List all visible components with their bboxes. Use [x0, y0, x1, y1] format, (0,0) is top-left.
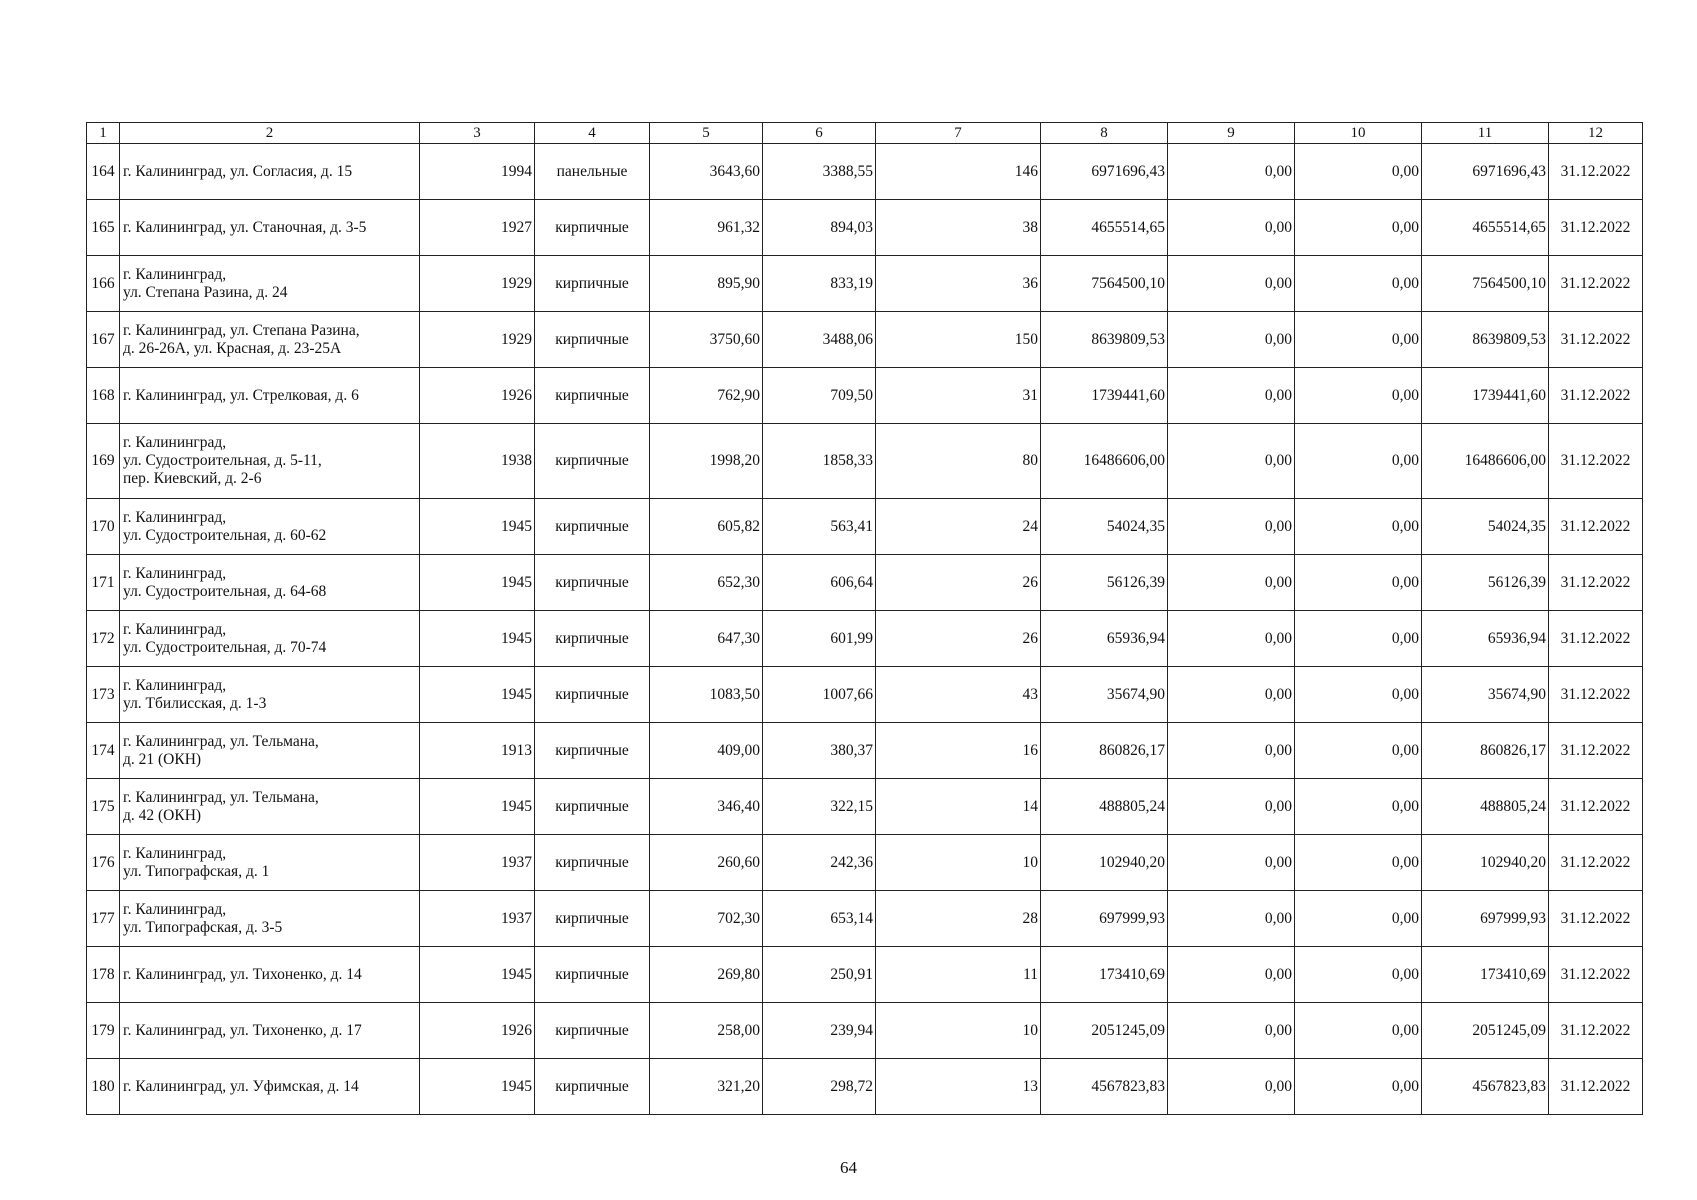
col9-cell: 0,00	[1168, 1003, 1295, 1059]
col11-cell: 697999,93	[1422, 891, 1549, 947]
address-cell: г. Калининград, ул. Степана Разина, д. 24	[120, 256, 420, 312]
col5-cell: 3643,60	[650, 144, 763, 200]
address-cell: г. Калининград, ул. Степана Разина, д. 26-26А, ул. Красная, д. 23-25А	[120, 312, 420, 368]
col7-cell: 11	[876, 947, 1041, 1003]
table-row	[87, 835, 1643, 891]
col11-cell: 4655514,65	[1422, 200, 1549, 256]
address-cell: г. Калининград, ул. Стрелковая, д. 6	[120, 368, 420, 424]
col10-cell: 0,00	[1295, 891, 1422, 947]
col10-cell: 0,00	[1295, 611, 1422, 667]
col7-cell: 43	[876, 667, 1041, 723]
col5-cell: 762,90	[650, 368, 763, 424]
material-cell: кирпичные	[535, 611, 650, 667]
row-number: 171	[87, 555, 120, 611]
col10-cell: 0,00	[1295, 835, 1422, 891]
col9-cell: 0,00	[1168, 779, 1295, 835]
date-cell: 31.12.2022	[1549, 667, 1643, 723]
col8-cell: 102940,20	[1041, 835, 1168, 891]
header-cell-4: 4	[535, 123, 650, 144]
col6-cell: 1858,33	[763, 424, 876, 499]
col10-cell: 0,00	[1295, 779, 1422, 835]
year-cell: 1945	[420, 555, 535, 611]
col8-cell: 697999,93	[1041, 891, 1168, 947]
row-number: 164	[87, 144, 120, 200]
col6-cell: 1007,66	[763, 667, 876, 723]
address-cell: г. Калининград, ул. Станочная, д. 3-5	[120, 200, 420, 256]
year-cell: 1929	[420, 312, 535, 368]
year-cell: 1945	[420, 1059, 535, 1115]
col5-cell: 961,32	[650, 200, 763, 256]
row-number: 167	[87, 312, 120, 368]
year-cell: 1938	[420, 424, 535, 499]
col5-cell: 321,20	[650, 1059, 763, 1115]
row-number: 172	[87, 611, 120, 667]
col5-cell: 1083,50	[650, 667, 763, 723]
row-number: 168	[87, 368, 120, 424]
col6-cell: 606,64	[763, 555, 876, 611]
date-cell: 31.12.2022	[1549, 1003, 1643, 1059]
date-cell: 31.12.2022	[1549, 144, 1643, 200]
col11-cell: 8639809,53	[1422, 312, 1549, 368]
col8-cell: 54024,35	[1041, 499, 1168, 555]
col9-cell: 0,00	[1168, 891, 1295, 947]
col6-cell: 298,72	[763, 1059, 876, 1115]
row-number: 166	[87, 256, 120, 312]
col10-cell: 0,00	[1295, 144, 1422, 200]
col8-cell: 488805,24	[1041, 779, 1168, 835]
header-cell-6: 6	[763, 123, 876, 144]
col7-cell: 36	[876, 256, 1041, 312]
year-cell: 1937	[420, 835, 535, 891]
row-number: 174	[87, 723, 120, 779]
col5-cell: 3750,60	[650, 312, 763, 368]
col5-cell: 605,82	[650, 499, 763, 555]
col9-cell: 0,00	[1168, 555, 1295, 611]
material-cell: кирпичные	[535, 368, 650, 424]
col5-cell: 702,30	[650, 891, 763, 947]
date-cell: 31.12.2022	[1549, 312, 1643, 368]
table-row	[87, 555, 1643, 611]
col9-cell: 0,00	[1168, 723, 1295, 779]
col8-cell: 8639809,53	[1041, 312, 1168, 368]
col6-cell: 709,50	[763, 368, 876, 424]
col6-cell: 3388,55	[763, 144, 876, 200]
col6-cell: 250,91	[763, 947, 876, 1003]
date-cell: 31.12.2022	[1549, 200, 1643, 256]
col7-cell: 38	[876, 200, 1041, 256]
col5-cell: 1998,20	[650, 424, 763, 499]
table-row	[87, 144, 1643, 200]
header-row	[87, 123, 1643, 144]
col10-cell: 0,00	[1295, 1059, 1422, 1115]
column-number-header	[87, 123, 1643, 144]
header-cell-2: 2	[120, 123, 420, 144]
material-cell: кирпичные	[535, 256, 650, 312]
row-number: 170	[87, 499, 120, 555]
date-cell: 31.12.2022	[1549, 947, 1643, 1003]
col7-cell: 10	[876, 1003, 1041, 1059]
col6-cell: 322,15	[763, 779, 876, 835]
material-cell: кирпичные	[535, 424, 650, 499]
table-row	[87, 424, 1643, 499]
col6-cell: 833,19	[763, 256, 876, 312]
address-cell: г. Калининград, ул. Тихоненко, д. 17	[120, 1003, 420, 1059]
col9-cell: 0,00	[1168, 1059, 1295, 1115]
address-cell: г. Калининград, ул. Тельмана, д. 21 (ОКН)	[120, 723, 420, 779]
date-cell: 31.12.2022	[1549, 1059, 1643, 1115]
col7-cell: 16	[876, 723, 1041, 779]
col7-cell: 150	[876, 312, 1041, 368]
row-number: 177	[87, 891, 120, 947]
address-cell: г. Калининград, ул. Судостроительная, д. 64-68	[120, 555, 420, 611]
year-cell: 1945	[420, 611, 535, 667]
col6-cell: 653,14	[763, 891, 876, 947]
col11-cell: 4567823,83	[1422, 1059, 1549, 1115]
col5-cell: 895,90	[650, 256, 763, 312]
col11-cell: 16486606,00	[1422, 424, 1549, 499]
header-cell-9: 9	[1168, 123, 1295, 144]
header-cell-1: 1	[87, 123, 120, 144]
col10-cell: 0,00	[1295, 947, 1422, 1003]
col7-cell: 14	[876, 779, 1041, 835]
table-row	[87, 667, 1643, 723]
address-cell: г. Калининград, ул. Тельмана, д. 42 (ОКН)	[120, 779, 420, 835]
col10-cell: 0,00	[1295, 555, 1422, 611]
table-row	[87, 499, 1643, 555]
col5-cell: 269,80	[650, 947, 763, 1003]
material-cell: кирпичные	[535, 555, 650, 611]
table-row	[87, 200, 1643, 256]
address-cell: г. Калининград, ул. Типографская, д. 3-5	[120, 891, 420, 947]
year-cell: 1927	[420, 200, 535, 256]
year-cell: 1913	[420, 723, 535, 779]
table-row	[87, 723, 1643, 779]
col11-cell: 173410,69	[1422, 947, 1549, 1003]
table-row	[87, 1059, 1643, 1115]
col10-cell: 0,00	[1295, 424, 1422, 499]
col10-cell: 0,00	[1295, 499, 1422, 555]
page-number: 64	[840, 1158, 857, 1177]
material-cell: кирпичные	[535, 779, 650, 835]
col10-cell: 0,00	[1295, 1003, 1422, 1059]
col9-cell: 0,00	[1168, 424, 1295, 499]
row-number: 175	[87, 779, 120, 835]
table-row	[87, 947, 1643, 1003]
col9-cell: 0,00	[1168, 256, 1295, 312]
col10-cell: 0,00	[1295, 667, 1422, 723]
col5-cell: 260,60	[650, 835, 763, 891]
year-cell: 1994	[420, 144, 535, 200]
col8-cell: 173410,69	[1041, 947, 1168, 1003]
col11-cell: 35674,90	[1422, 667, 1549, 723]
year-cell: 1945	[420, 947, 535, 1003]
col8-cell: 4655514,65	[1041, 200, 1168, 256]
col7-cell: 26	[876, 555, 1041, 611]
material-cell: кирпичные	[535, 723, 650, 779]
col8-cell: 4567823,83	[1041, 1059, 1168, 1115]
col10-cell: 0,00	[1295, 368, 1422, 424]
col8-cell: 56126,39	[1041, 555, 1168, 611]
date-cell: 31.12.2022	[1549, 368, 1643, 424]
address-cell: г. Калининград, ул. Типографская, д. 1	[120, 835, 420, 891]
col7-cell: 31	[876, 368, 1041, 424]
col11-cell: 2051245,09	[1422, 1003, 1549, 1059]
date-cell: 31.12.2022	[1549, 779, 1643, 835]
housing-table	[86, 122, 1643, 1115]
year-cell: 1945	[420, 779, 535, 835]
date-cell: 31.12.2022	[1549, 424, 1643, 499]
row-number: 176	[87, 835, 120, 891]
material-cell: кирпичные	[535, 1003, 650, 1059]
col11-cell: 860826,17	[1422, 723, 1549, 779]
address-cell: г. Калининград, ул. Судостроительная, д. 5-11, пер. Киевский, д. 2-6	[120, 424, 420, 499]
table-row	[87, 256, 1643, 312]
material-cell: кирпичные	[535, 667, 650, 723]
col8-cell: 6971696,43	[1041, 144, 1168, 200]
col8-cell: 860826,17	[1041, 723, 1168, 779]
col8-cell: 65936,94	[1041, 611, 1168, 667]
date-cell: 31.12.2022	[1549, 723, 1643, 779]
col8-cell: 35674,90	[1041, 667, 1168, 723]
header-cell-10: 10	[1295, 123, 1422, 144]
header-cell-7: 7	[876, 123, 1041, 144]
col6-cell: 380,37	[763, 723, 876, 779]
col7-cell: 26	[876, 611, 1041, 667]
col11-cell: 54024,35	[1422, 499, 1549, 555]
header-cell-3: 3	[420, 123, 535, 144]
col8-cell: 7564500,10	[1041, 256, 1168, 312]
col8-cell: 1739441,60	[1041, 368, 1168, 424]
col11-cell: 488805,24	[1422, 779, 1549, 835]
table-row	[87, 1003, 1643, 1059]
row-number: 180	[87, 1059, 120, 1115]
table-row	[87, 368, 1643, 424]
date-cell: 31.12.2022	[1549, 499, 1643, 555]
col9-cell: 0,00	[1168, 947, 1295, 1003]
col7-cell: 146	[876, 144, 1041, 200]
col10-cell: 0,00	[1295, 200, 1422, 256]
col10-cell: 0,00	[1295, 256, 1422, 312]
address-cell: г. Калининград, ул. Тихоненко, д. 14	[120, 947, 420, 1003]
col6-cell: 239,94	[763, 1003, 876, 1059]
col11-cell: 65936,94	[1422, 611, 1549, 667]
col8-cell: 2051245,09	[1041, 1003, 1168, 1059]
col7-cell: 80	[876, 424, 1041, 499]
document-sheet	[86, 122, 1642, 1115]
col11-cell: 102940,20	[1422, 835, 1549, 891]
col5-cell: 346,40	[650, 779, 763, 835]
col9-cell: 0,00	[1168, 368, 1295, 424]
col9-cell: 0,00	[1168, 312, 1295, 368]
col6-cell: 601,99	[763, 611, 876, 667]
material-cell: панельные	[535, 144, 650, 200]
col11-cell: 1739441,60	[1422, 368, 1549, 424]
col6-cell: 242,36	[763, 835, 876, 891]
col9-cell: 0,00	[1168, 611, 1295, 667]
header-cell-5: 5	[650, 123, 763, 144]
date-cell: 31.12.2022	[1549, 891, 1643, 947]
col10-cell: 0,00	[1295, 723, 1422, 779]
row-number: 173	[87, 667, 120, 723]
table-row	[87, 312, 1643, 368]
material-cell: кирпичные	[535, 1059, 650, 1115]
table-row	[87, 779, 1643, 835]
header-cell-12: 12	[1549, 123, 1643, 144]
table-row	[87, 891, 1643, 947]
table-body	[87, 144, 1643, 1115]
col10-cell: 0,00	[1295, 312, 1422, 368]
address-cell: г. Калининград, ул. Уфимская, д. 14	[120, 1059, 420, 1115]
col7-cell: 13	[876, 1059, 1041, 1115]
year-cell: 1945	[420, 667, 535, 723]
address-cell: г. Калининград, ул. Судостроительная, д. 70-74	[120, 611, 420, 667]
address-cell: г. Калининград, ул. Согласия, д. 15	[120, 144, 420, 200]
col9-cell: 0,00	[1168, 667, 1295, 723]
col9-cell: 0,00	[1168, 144, 1295, 200]
col5-cell: 409,00	[650, 723, 763, 779]
table-row	[87, 611, 1643, 667]
date-cell: 31.12.2022	[1549, 835, 1643, 891]
col8-cell: 16486606,00	[1041, 424, 1168, 499]
col11-cell: 6971696,43	[1422, 144, 1549, 200]
year-cell: 1937	[420, 891, 535, 947]
col9-cell: 0,00	[1168, 835, 1295, 891]
row-number: 179	[87, 1003, 120, 1059]
date-cell: 31.12.2022	[1549, 555, 1643, 611]
header-cell-11: 11	[1422, 123, 1549, 144]
year-cell: 1929	[420, 256, 535, 312]
year-cell: 1926	[420, 368, 535, 424]
row-number: 169	[87, 424, 120, 499]
row-number: 178	[87, 947, 120, 1003]
col7-cell: 10	[876, 835, 1041, 891]
date-cell: 31.12.2022	[1549, 611, 1643, 667]
col11-cell: 7564500,10	[1422, 256, 1549, 312]
col7-cell: 28	[876, 891, 1041, 947]
material-cell: кирпичные	[535, 499, 650, 555]
col7-cell: 24	[876, 499, 1041, 555]
year-cell: 1926	[420, 1003, 535, 1059]
date-cell: 31.12.2022	[1549, 256, 1643, 312]
address-cell: г. Калининград, ул. Судостроительная, д. 60-62	[120, 499, 420, 555]
material-cell: кирпичные	[535, 312, 650, 368]
material-cell: кирпичные	[535, 947, 650, 1003]
row-number: 165	[87, 200, 120, 256]
col6-cell: 3488,06	[763, 312, 876, 368]
material-cell: кирпичные	[535, 891, 650, 947]
material-cell: кирпичные	[535, 835, 650, 891]
year-cell: 1945	[420, 499, 535, 555]
col9-cell: 0,00	[1168, 200, 1295, 256]
address-cell: г. Калининград, ул. Тбилисская, д. 1-3	[120, 667, 420, 723]
col5-cell: 652,30	[650, 555, 763, 611]
col9-cell: 0,00	[1168, 499, 1295, 555]
col6-cell: 563,41	[763, 499, 876, 555]
col6-cell: 894,03	[763, 200, 876, 256]
col11-cell: 56126,39	[1422, 555, 1549, 611]
col5-cell: 647,30	[650, 611, 763, 667]
material-cell: кирпичные	[535, 200, 650, 256]
header-cell-8: 8	[1041, 123, 1168, 144]
col5-cell: 258,00	[650, 1003, 763, 1059]
